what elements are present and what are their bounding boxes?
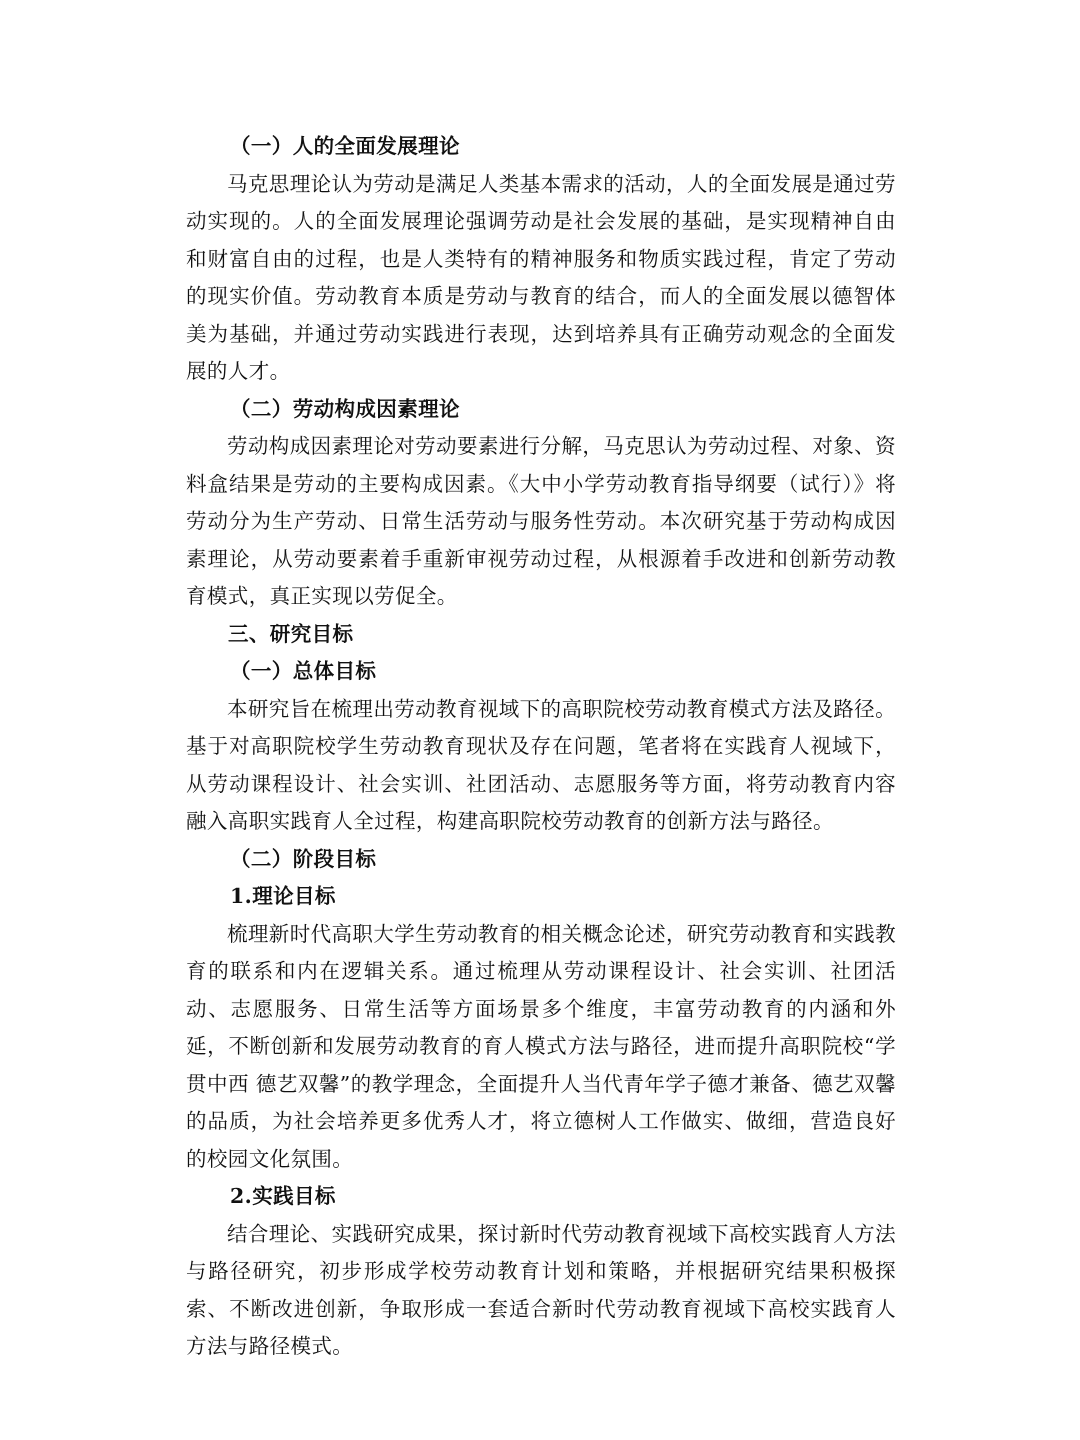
document-body (186, 128, 896, 1366)
paragraph-practice-goal: 结合理论、实践研究成果，探讨新时代劳动教育视域下高校实践育人方法与路径研究，初步形成学校劳动教育计划和策略，并根据研究结果积极探索、不断改进创新，争取形成一套适合新时代劳动教育视域下高校实践育人方法与路径模式。 (186, 1221, 896, 1358)
paragraph-overall-goal: 本研究旨在梳理出劳动教育视域下的高职院校劳动教育模式方法及路径。基于对高职院校学生劳动教育现状及存在问题，笔者将在实践育人视域下，从劳动课程设计、社会实训、社团活动、志愿服务等方面，将劳动教育内容融入高职实践育人全过程，构建高职院校劳动教育的创新方法与路径。 (186, 696, 896, 833)
paragraph-theory-goal: 梳理新时代高职大学生劳动教育的相关概念论述，研究劳动教育和实践教育的联系和内在逻辑关系。通过梳理从劳动课程设计、社会实训、社团活动、志愿服务、日常生活等方面场景多个维度，丰富劳动教育的内涵和外延，不断创新和发展劳动教育的育人模式方法与路径，进而提升高职院校“学贯中西 德艺双馨”的教学理念，全面提升人当代青年学子德才兼备、德艺双馨的品质，为社会培养更多优秀人才，将立德树人工作做实、做细，营造良好的校园文化氛围。 (186, 921, 896, 1171)
section-heading-overall-goal: （一）总体目标 (230, 659, 377, 683)
paragraph-all-round-development: 马克思理论认为劳动是满足人类基本需求的活动，人的全面发展是通过劳动实现的。人的全面发展理论强调劳动是社会发展的基础，是实现精神自由和财富自由的过程，也是人类特有的精神服务和物质实践过程，肯定了劳动的现实价值。劳动教育本质是劳动与教育的结合，而人的全面发展以德智体美为基础，并通过劳动实践进行表现，达到培养具有正确劳动观念的全面发展的人才。 (186, 171, 896, 383)
section-heading-stage-goals: （二）阶段目标 (230, 846, 377, 871)
paragraph-labor-factors: 劳动构成因素理论对劳动要素进行分解，马克思认为劳动过程、对象、资料盒结果是劳动的主要构成因素。《大中小学劳动教育指导纲要（试行）》将劳动分为生产劳动、日常生活劳动与服务性劳动。本次研究基于劳动构成因素理论，从劳动要素着手重新审视劳动过程，从根源着手改进和创新劳动教育模式，真正实现以劳促全。 (186, 434, 896, 608)
chapter-heading-research-goals: 三、研究目标 (228, 621, 354, 646)
section-heading-labor-factors: （二）劳动构成因素理论 (230, 396, 460, 421)
subsection-heading-practice-goal: 2.实践目标 (230, 1184, 336, 1208)
subsection-heading-theory-goal: 1.理论目标 (230, 884, 336, 908)
section-heading-all-round-development: （一）人的全面发展理论 (230, 134, 460, 158)
